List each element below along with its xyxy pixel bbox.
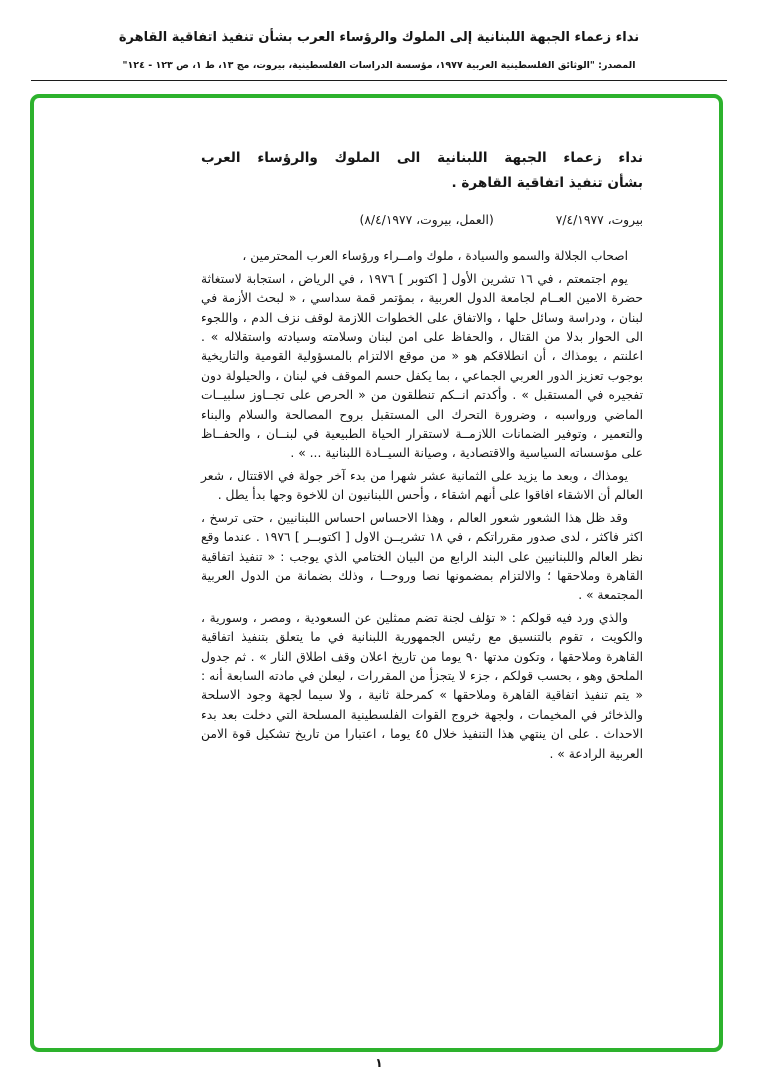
- document-content: [201, 146, 643, 767]
- document-title: [201, 146, 643, 196]
- paragraph-riyadh-summit: يوم اجتمعتم ، في ١٦ تشرين الأول [ اكتوبر ] ١٩٧٦ ، في الرياض ، استجابة لاستغاثة حضرة الامين العــام لجامعة الدول العربية ، بمؤتمر قمة سداسي ، « لبحث الأزمة في لبنان ، ودراسة وسائل حلها ، والاتفاق على الخطوات اللازمة لوقف نزف الدم ، واللجوء الى الحوار بدلا من القتال ، والحفاظ على امن لبنان وسلامته وسيادته واستقلاله » . اعلنتم ، يومذاك ، أن انطلاقكم هو « من موقع الالتزام بالمسؤولية القومية والتاريخية بوجوب تعزيز الدور العربي الجماعي ، بما يكفل حسم الموقف في لبنان ، والحيلولة دون تفجيره في المستقبل » . وأكدتم انــكم تنطلقون من « الحرص على تجــاوز سلبيــات الماضي ورواسبه ، وضرورة التحرك الى المستقبل بروح المصالحة والسلام والبناء والتعمير ، وتوفير الضمانات اللازمــة لاستقرار الحياة الطبيعية في لبنــان ، والحفــاظ على مؤسساته السياسية والاقتصادية ، وصيانة السيــادة اللبنانية ... » .: [201, 271, 643, 461]
- page-footer: [0, 1055, 758, 1070]
- paragraph-final-communique: وقد ظل هذا الشعور شعور العالم ، وهذا الاحساس احساس اللبنانيين ، حتى ترسخ ، اكثر فاكثر ، لدى صدور مقرراتكم ، في ١٨ تشريــن الاول [ اكتوبــر ] ١٩٧٦ . عندما وقع نظر العالم واللبنانيين على البند الرابع من البيان الختامي الذي يوجب : « تنفيذ اتفاقية القاهرة وملاحقها ؛ والالتزام بمضمونها نصا وروحــا ، وذلك بضمانة من الدول العربية المجتمعة » .: [201, 510, 643, 603]
- header-title: نداء زعماء الجبهة اللبنانية إلى الملوك والرؤساء العرب بشأن تنفيذ اتفاقية القاهرة: [118, 30, 640, 45]
- document-title-line-1: نداء زعماء الجبهة اللبنانية الى الملوك والرؤساء العرب: [201, 150, 643, 166]
- page-header: [0, 0, 758, 71]
- document-frame: [30, 94, 723, 1052]
- header-divider: [31, 80, 727, 81]
- header-source-line: المصدر: "الوثائق الفلسطينية العربية ١٩٧٧، مؤسسة الدراسات الفلسطينية، بيروت، مج ١٣، ط ١، ص ١٢٣ - ١٢٤": [122, 60, 636, 71]
- dateline-place-date: بيروت، ٧/٤/١٩٧٧: [555, 213, 643, 227]
- page-number: ١: [375, 1055, 383, 1070]
- dateline: [201, 211, 643, 230]
- document-title-line-2: بشأن تنفيذ اتفاقية القاهرة .: [451, 175, 643, 191]
- paragraph-committee-clause: والذي ورد فيه قولكم : « تؤلف لجنة تضم ممثلين عن السعودية ، ومصر ، وسورية ، والكويت ، تقوم بالتنسيق مع رئيس الجمهورية اللبنانية في ما يتعلق بتنفيذ اتفاقية القاهرة وملاحقها ، وتكون مدتها ٩٠ يوما من تاريخ اعلان وقف اطلاق النار » . ثم جدول الملحق وهو ، بحسب قولكم ، جزء لا يتجزأ من المقررات ، ليعلن في مادته السابعة أنه : « يتم تنفيذ اتفاقية القاهرة وملاحقها » كمرحلة ثانية ، ولا سيما لجهة وجود الاسلحة والذخائر في المخيمات ، ولجهة خروج القوات الفلسطينية المسلحة التي دخلت بعد بدء الاحداث . على ان ينتهي هذا التنفيذ خلال ٤٥ يوما ، اعتبارا من تاريخ تشكيل قوة الامن العربية الرادعة » .: [201, 610, 643, 761]
- paragraph-salutation: اصحاب الجلالة والسمو والسيادة ، ملوك وامــراء ورؤساء العرب المحترمين ،: [242, 249, 628, 264]
- dateline-source-ref: (العمل، بيروت، ٨/٤/١٩٧٧): [359, 213, 494, 227]
- paragraph-world-feeling: يومذاك ، وبعد ما يزيد على الثمانية عشر شهرا من بدء آخر جولة في الاقتتال ، شعر العالم أن الاشقاء افاقوا على أنهم اشقاء ، وأحس اللبنانيون ان للاخوة وجها بدأ يطل .: [201, 468, 643, 503]
